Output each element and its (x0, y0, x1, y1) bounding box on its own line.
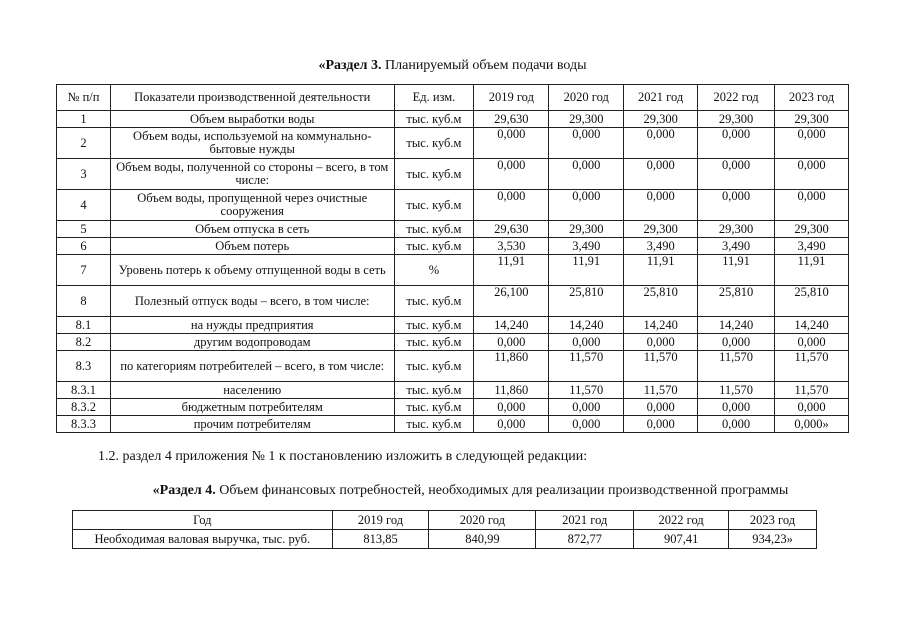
value-cell: 11,570 (549, 351, 624, 382)
value-cell: 29,300 (549, 111, 624, 128)
water-supply-table (56, 84, 849, 433)
value-cell: 11,91 (624, 255, 698, 286)
value-cell: 29,300 (775, 111, 849, 128)
value-cell: 29,300 (624, 221, 698, 238)
section-3-title-bold: «Раздел 3. (318, 58, 382, 73)
row-number-cell: 8 (57, 286, 111, 317)
value-cell: 0,000 (474, 399, 549, 416)
value-cell: 0,000 (775, 334, 849, 351)
value-cell: 11,91 (775, 255, 849, 286)
value-cell: 3,490 (775, 238, 849, 255)
indicator-cell: Объем отпуска в сеть (110, 221, 394, 238)
value-cell: 0,000 (698, 159, 775, 190)
value-cell: 11,570 (698, 351, 775, 382)
header-cell: № п/п (57, 85, 111, 111)
value-cell: 26,100 (474, 286, 549, 317)
value-cell: 11,860 (474, 351, 549, 382)
value-cell: 29,300 (624, 111, 698, 128)
table-row (57, 382, 849, 399)
table-row (57, 399, 849, 416)
table-header-row (73, 511, 817, 530)
value-cell: 11,570 (698, 382, 775, 399)
header-cell: 2021 год (624, 85, 698, 111)
unit-cell: тыс. куб.м (394, 159, 474, 190)
section-4-title-bold: «Раздел 4. (152, 483, 216, 498)
value-cell: 0,000 (775, 159, 849, 190)
unit-cell: тыс. куб.м (394, 382, 474, 399)
value-cell: 29,630 (474, 221, 549, 238)
table-row (57, 317, 849, 334)
value-cell: 11,570 (775, 351, 849, 382)
row-number-cell: 8.3 (57, 351, 111, 382)
indicator-cell: бюджетным потребителям (110, 399, 394, 416)
value-cell: 11,570 (624, 351, 698, 382)
value-cell: 872,77 (536, 530, 634, 549)
value-cell: 0,000 (474, 416, 549, 433)
value-cell: 3,490 (624, 238, 698, 255)
value-cell: 0,000» (775, 416, 849, 433)
header-cell: Ед. изм. (394, 85, 474, 111)
value-cell: 0,000 (775, 399, 849, 416)
value-cell: 14,240 (549, 317, 624, 334)
value-cell: 25,810 (624, 286, 698, 317)
value-cell: 0,000 (698, 334, 775, 351)
value-cell: 840,99 (429, 530, 536, 549)
value-cell: 907,41 (634, 530, 729, 549)
value-cell: 14,240 (775, 317, 849, 334)
value-cell: 0,000 (549, 128, 624, 159)
table-row (57, 351, 849, 382)
section-4-title (18, 483, 905, 499)
value-cell: 0,000 (474, 128, 549, 159)
value-cell: 29,630 (474, 111, 549, 128)
value-cell: 0,000 (624, 128, 698, 159)
row-number-cell: 5 (57, 221, 111, 238)
table-row (57, 111, 849, 128)
indicator-cell: Объем выработки воды (110, 111, 394, 128)
unit-cell: тыс. куб.м (394, 111, 474, 128)
value-cell: 0,000 (698, 190, 775, 221)
table-row (57, 255, 849, 286)
header-cell: 2021 год (536, 511, 634, 530)
value-cell: 25,810 (549, 286, 624, 317)
indicator-cell: Уровень потерь к объему отпущенной воды в сеть (110, 255, 394, 286)
value-cell: 25,810 (775, 286, 849, 317)
row-number-cell: 3 (57, 159, 111, 190)
unit-cell: тыс. куб.м (394, 128, 474, 159)
value-cell: 11,860 (474, 382, 549, 399)
value-cell: 29,300 (549, 221, 624, 238)
value-cell: 11,570 (775, 382, 849, 399)
value-cell: 0,000 (549, 416, 624, 433)
unit-cell: тыс. куб.м (394, 286, 474, 317)
table-row (57, 238, 849, 255)
indicator-cell: населению (110, 382, 394, 399)
table-header-row (57, 85, 849, 111)
section-3-title (0, 58, 905, 74)
value-cell: 0,000 (624, 416, 698, 433)
financial-needs-table (72, 510, 817, 549)
header-cell: Год (73, 511, 333, 530)
indicator-cell: прочим потребителям (110, 416, 394, 433)
value-cell: 934,23» (729, 530, 817, 549)
header-cell: 2022 год (698, 85, 775, 111)
value-cell: 11,91 (698, 255, 775, 286)
value-cell: 0,000 (474, 334, 549, 351)
value-cell: 29,300 (698, 221, 775, 238)
indicator-cell: Объем воды, полученной со стороны – всего, в том числе: (110, 159, 394, 190)
unit-cell: тыс. куб.м (394, 317, 474, 334)
section-4-title-text: Объем финансовых потребностей, необходимых для реализации производственной программы (215, 483, 789, 498)
table-row (57, 416, 849, 433)
value-cell: 3,490 (549, 238, 624, 255)
table-row (57, 334, 849, 351)
value-cell: 0,000 (624, 334, 698, 351)
row-number-cell: 6 (57, 238, 111, 255)
header-cell: 2019 год (332, 511, 429, 530)
value-cell: 25,810 (698, 286, 775, 317)
value-cell: 813,85 (332, 530, 429, 549)
value-cell: 14,240 (474, 317, 549, 334)
value-cell: 0,000 (698, 416, 775, 433)
unit-cell: тыс. куб.м (394, 351, 474, 382)
value-cell: 11,570 (624, 382, 698, 399)
table-row (57, 221, 849, 238)
indicator-cell: Необходимая валовая выручка, тыс. руб. (73, 530, 333, 549)
indicator-cell: на нужды предприятия (110, 317, 394, 334)
indicator-cell: Объем воды, используемой на коммунально-бытовые нужды (110, 128, 394, 159)
unit-cell: тыс. куб.м (394, 399, 474, 416)
header-cell: 2023 год (729, 511, 817, 530)
value-cell: 0,000 (624, 159, 698, 190)
value-cell: 11,91 (474, 255, 549, 286)
value-cell: 0,000 (474, 159, 549, 190)
row-number-cell: 8.1 (57, 317, 111, 334)
value-cell: 0,000 (698, 128, 775, 159)
unit-cell: тыс. куб.м (394, 238, 474, 255)
row-number-cell: 2 (57, 128, 111, 159)
value-cell: 29,300 (698, 111, 775, 128)
unit-cell: тыс. куб.м (394, 416, 474, 433)
row-number-cell: 7 (57, 255, 111, 286)
row-number-cell: 8.3.1 (57, 382, 111, 399)
table-row (57, 190, 849, 221)
value-cell: 0,000 (775, 190, 849, 221)
amendment-note: 1.2. раздел 4 приложения № 1 к постановлению изложить в следующей редакции: (98, 449, 588, 464)
value-cell: 3,490 (698, 238, 775, 255)
value-cell: 0,000 (549, 334, 624, 351)
indicator-cell: Объем потерь (110, 238, 394, 255)
value-cell: 0,000 (549, 190, 624, 221)
header-cell: 2023 год (775, 85, 849, 111)
row-number-cell: 8.3.2 (57, 399, 111, 416)
value-cell: 29,300 (775, 221, 849, 238)
value-cell: 11,91 (549, 255, 624, 286)
table-row (57, 128, 849, 159)
value-cell: 0,000 (549, 399, 624, 416)
row-number-cell: 4 (57, 190, 111, 221)
header-cell: 2020 год (429, 511, 536, 530)
table-row (57, 159, 849, 190)
table-row (57, 286, 849, 317)
indicator-cell: другим водопроводам (110, 334, 394, 351)
row-number-cell: 1 (57, 111, 111, 128)
value-cell: 0,000 (474, 190, 549, 221)
unit-cell: % (394, 255, 474, 286)
header-cell: 2019 год (474, 85, 549, 111)
value-cell: 0,000 (624, 190, 698, 221)
header-cell: 2022 год (634, 511, 729, 530)
indicator-cell: Объем воды, пропущенной через очистные сооружения (110, 190, 394, 221)
row-number-cell: 8.3.3 (57, 416, 111, 433)
header-cell: Показатели производственной деятельности (110, 85, 394, 111)
indicator-cell: Полезный отпуск воды – всего, в том числе: (110, 286, 394, 317)
unit-cell: тыс. куб.м (394, 221, 474, 238)
value-cell: 0,000 (624, 399, 698, 416)
value-cell: 0,000 (698, 399, 775, 416)
row-number-cell: 8.2 (57, 334, 111, 351)
table-row (73, 530, 817, 549)
unit-cell: тыс. куб.м (394, 334, 474, 351)
value-cell: 14,240 (624, 317, 698, 334)
value-cell: 0,000 (549, 159, 624, 190)
section-3-title-text: Планируемый объем подачи воды (381, 58, 587, 73)
value-cell: 3,530 (474, 238, 549, 255)
unit-cell: тыс. куб.м (394, 190, 474, 221)
header-cell: 2020 год (549, 85, 624, 111)
value-cell: 14,240 (698, 317, 775, 334)
indicator-cell: по категориям потребителей – всего, в том числе: (110, 351, 394, 382)
value-cell: 11,570 (549, 382, 624, 399)
value-cell: 0,000 (775, 128, 849, 159)
